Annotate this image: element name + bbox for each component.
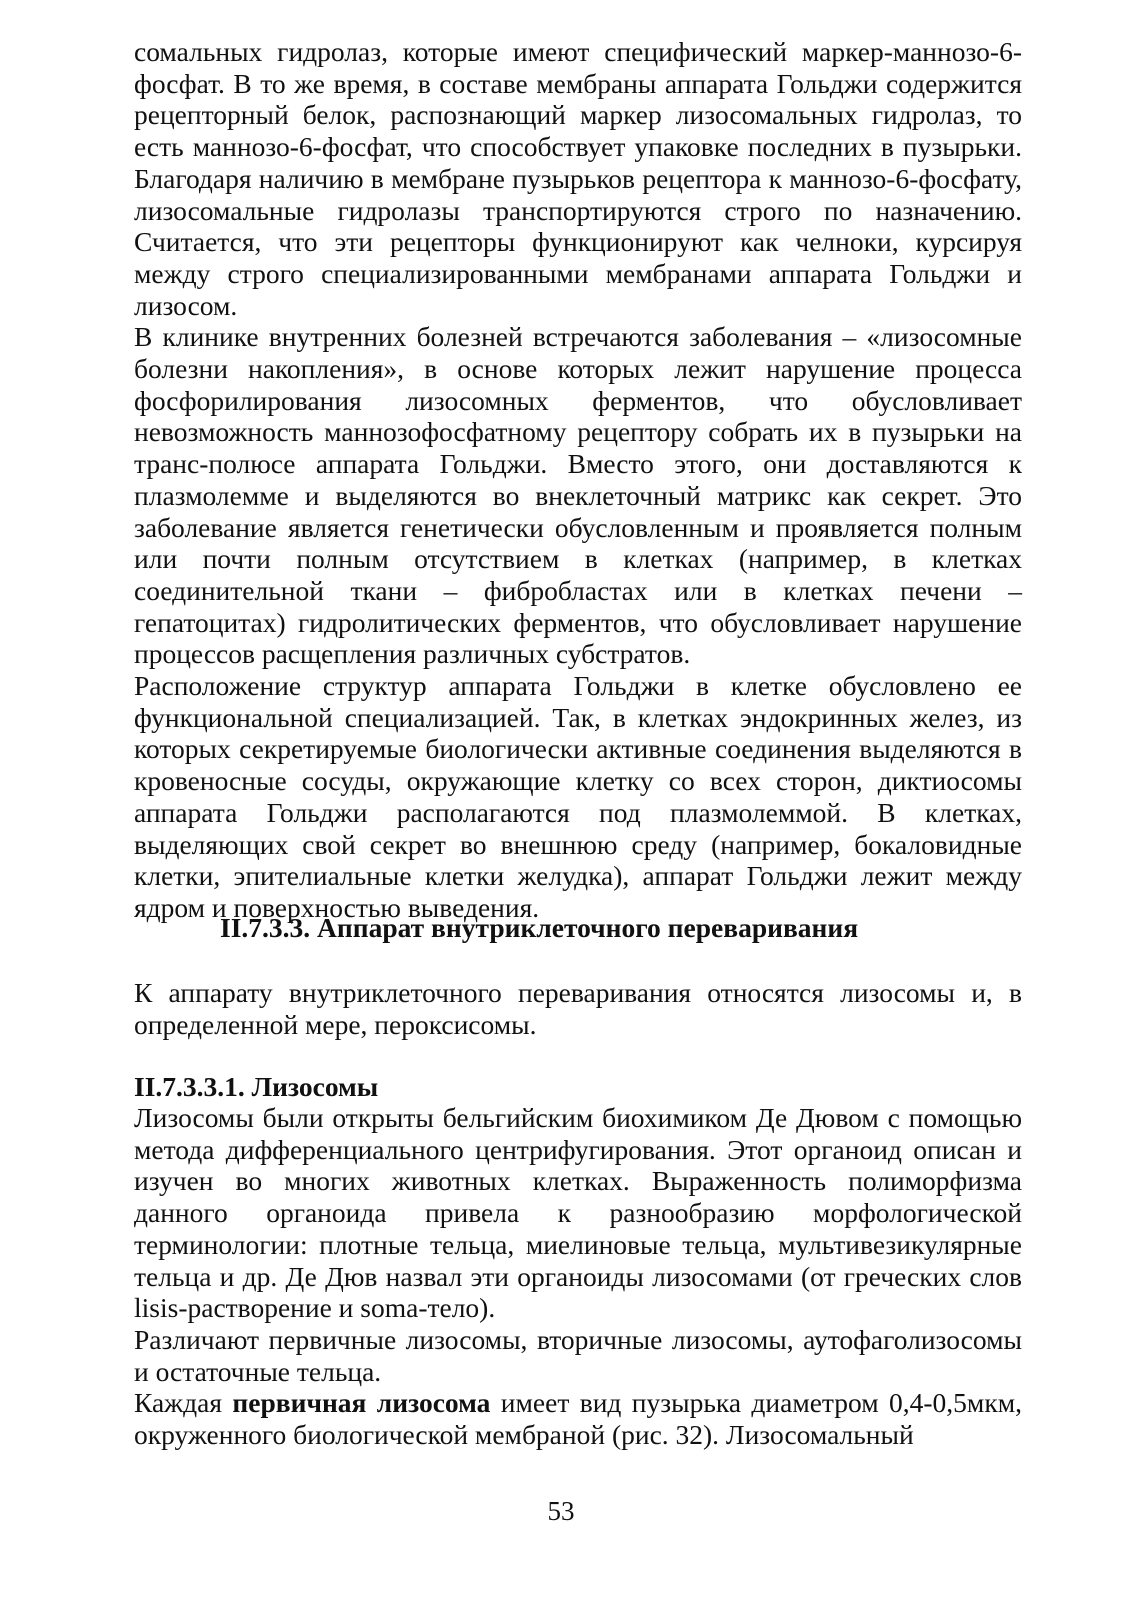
- subsection-heading: II.7.3.3.1. Лизосомы: [134, 1071, 379, 1102]
- paragraph-golgi-receptors: сомальных гидролаз, которые имеют специфический маркер-маннозо-6-фосфат. В то же время, в составе мембраны аппарата Гольджи содержится рецепторный белок, распознающий маркер лизосомальных гидролаз, то есть маннозо-6-фосфат, что способствует упаковке последних в пузырьки. Благодаря наличию в мембране пузырьков рецептора к маннозо-6-фосфату, лизосомальные гидролазы транспортируются строго по назначению. Считается, что эти рецепторы функционируют как челноки, курсируя между строго специализированными мембранами аппарата Гольджи и лизосом.: [134, 36, 1022, 321]
- text-block-intro: [134, 977, 1022, 1040]
- paragraph-storage-diseases: [134, 321, 1022, 670]
- paragraph-intro-text: К аппарату внутриклеточного переваривания относятся лизосомы и, в определенной мере, пероксисомы.: [134, 977, 1022, 1040]
- paragraph-golgi-location: [134, 670, 1022, 924]
- text-block-golgi: [134, 36, 1022, 924]
- paragraph-lysosome-types: [134, 1324, 1022, 1387]
- paragraph-primary-lysosome: [134, 1387, 1022, 1450]
- page-number: 53: [547, 1496, 575, 1526]
- section-heading: II.7.3.3. Аппарат внутриклеточного переваривания: [220, 912, 859, 943]
- text-block-lysosomes: [134, 1102, 1022, 1451]
- paragraph-lysosome-types-text: Различают первичные лизосомы, вторичные лизосомы, аутофаголизосомы и остаточные тельца.: [134, 1323, 1022, 1387]
- paragraph-storage-diseases-text: В клинике внутренних болезней встречаются заболевания – «лизосомные болезни накопления», в основе которых лежит нарушение процесса фосфорилирования лизосомных ферментов, что обусловливает невозможность маннозофосфатному рецептору собрать их в пузырьки на транс-полюсе аппарата Гольджи. Вместо этого, они доставляются к плазмолемме и выделяются во внеклеточный матрикс как секрет. Это заболевание является генетически обусловленным и проявляется полным или почти полным отсутствием в клетках (например, в клетках соединительной ткани – фибробластах или в клетках печени – гепатоцитах) гидролитических ферментов, что обусловливает нарушение процессов расщепления различных субстратов.: [134, 321, 1022, 670]
- paragraph-lysosome-discovery: [134, 1102, 1022, 1324]
- paragraph-lysosome-discovery-text: Лизосомы были открыты бельгийским биохимиком Де Дювом с помощью метода дифференциального центрифугирования. Этот органоид описан и изучен во многих животных клетках. Выраженность полиморфизма данного органоида привела к разнообразию морфологической терминологии: плотные тельца, миелиновые тельца, мультивезикулярные тельца и др. Де Дюв назвал эти органоиды лизосомами (от греческих слов lisis-растворение и soma-тело).: [134, 1102, 1022, 1324]
- primary-lysosome-rest: имеет вид пузырька диаметром 0,4-0,5мкм, окруженного биологической мембраной (рис. 32). Лизосомальный: [134, 1387, 1022, 1451]
- primary-lysosome-lead: Каждая: [134, 1387, 233, 1419]
- primary-lysosome-term: первичная лизосома: [232, 1387, 491, 1419]
- paragraph-golgi-location-text: Расположение структур аппарата Гольджи в клетке обусловлено ее функциональной специализацией. Так, в клетках эндокринных желез, из которых секретируемые биологически активные соединения выделяются в кровеносные сосуды, окружающие клетку со всех сторон, диктиосомы аппарата Гольджи располагаются под плазмолеммой. В клетках, выделяющих свой секрет во внешнюю среду (например, бокаловидные клетки, эпителиальные клетки желудка), аппарат Гольджи лежит между ядром и поверхностью выведения.: [134, 670, 1022, 923]
- paragraph-intro: [134, 977, 1022, 1040]
